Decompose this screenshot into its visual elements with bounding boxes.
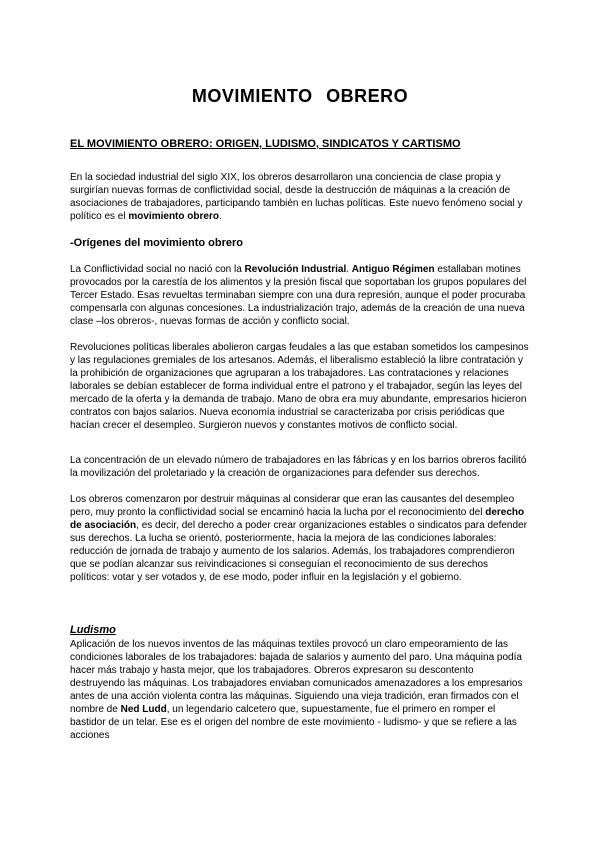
paragraph-intro: En la sociedad industrial del siglo XIX, los obreros desarrollaron una conciencia de clase propia y surgirían nuevas formas de conflictividad social, desde la destrucción de máquinas a la creación de asociaciones de trabajadores, participando también en luchas políticas. Este nuevo fenómeno social y político es el movimiento obrero.	[70, 172, 523, 223]
paragraph-conflictividad: La Conflictividad social no nació con la Revolución Industrial. Antiguo Régimen estallaban motines provocados por la carestía de los alimentos y la presión fiscal que soportaban los grupos populares del Tercer Estado. Esas revueltas terminaban siempre con una dura represión, aunque el poder procuraba compensarla con algunas concesiones. La industrialización trajo, además de la creación de una nueva clase –los obreros-, nuevas formas de acción y conflicto social.	[70, 264, 527, 328]
section-heading: EL MOVIMIENTO OBRERO: ORIGEN, LUDISMO, SINDICATOS Y CARTISMO	[70, 137, 461, 150]
paragraph-revoluciones: Revoluciones políticas liberales abolieron cargas feudales a las que estaban sometidos los campesinos y las regulaciones gremiales de los artesanos. Además, el liberalismo estableció la libre contratación y la prohibición de organizaciones que agruparan a los trabajadores. Las contrataciones y relaciones laborales se debían establecer de forma individual entre el patrono y el trabajador, según las leyes del mercado de la oferta y la demanda de trabajo. Mano de obra era muy abundante, empresarios hicieron contratos con bajos salarios. Nueva economía industrial se caracterizaba por crisis periódicas que hacían crecer el desempleo. Surgieron nuevos y constantes motivos de conflicto social.	[70, 342, 529, 432]
ludismo-heading: Ludismo	[70, 624, 116, 637]
paragraph-concentracion: La concentración de un elevado número de trabajadores en las fábricas y en los barrios obreros facilitó la movilización del proletariado y la creación de organizaciones para defender sus derechos.	[70, 455, 527, 480]
document-title: MOVIMIENTO OBRERO	[191, 86, 409, 106]
paragraph-ludismo: Aplicación de los nuevos inventos de las máquinas textiles provocó un claro empeoramiento de las condiciones laborales de los trabajadores: bajada de salarios y aumento del paro. Una máquina podía hacer más trabajo y hasta mejor, que los trabajadores. Obreros expresaron su descontento destruyendo las máquinas. Los trabajadores enviaban comunicados amenazadores a los empresarios antes de una acción violenta contra las máquinas. Siguiendo una vieja tradición, eran firmados con el nombre de Ned Ludd, un legendario calcetero que, supuestamente, fue el primero en romper el bastidor de un telar. Ese es el origen del nombre de este movimiento - ludismo- y que se refiere a las acciones	[70, 638, 523, 741]
origins-heading: -Orígenes del movimiento obrero	[70, 237, 243, 250]
paragraph-derecho-asociacion: Los obreros comenzaron por destruir máquinas al considerar que eran las causantes del desempleo pero, muy pronto la conflictividad social se encaminó hacia la lucha por el reconocimiento del derecho de asociación, es decir, del derecho a poder crear organizaciones estables o sindicatos para defender sus derechos. La lucha se orientó, posteriormente, hacia la mejora de las condiciones laborales: reducción de jornada de trabajo y aumento de los salarios. Además, los trabajadores comprendieron que se podían alcanzar sus reivindicaciones si conseguían el reconocimiento de sus derechos políticos: votar y ser votados y, de ese modo, poder influir en la legislación y el gobierno.	[70, 494, 527, 584]
